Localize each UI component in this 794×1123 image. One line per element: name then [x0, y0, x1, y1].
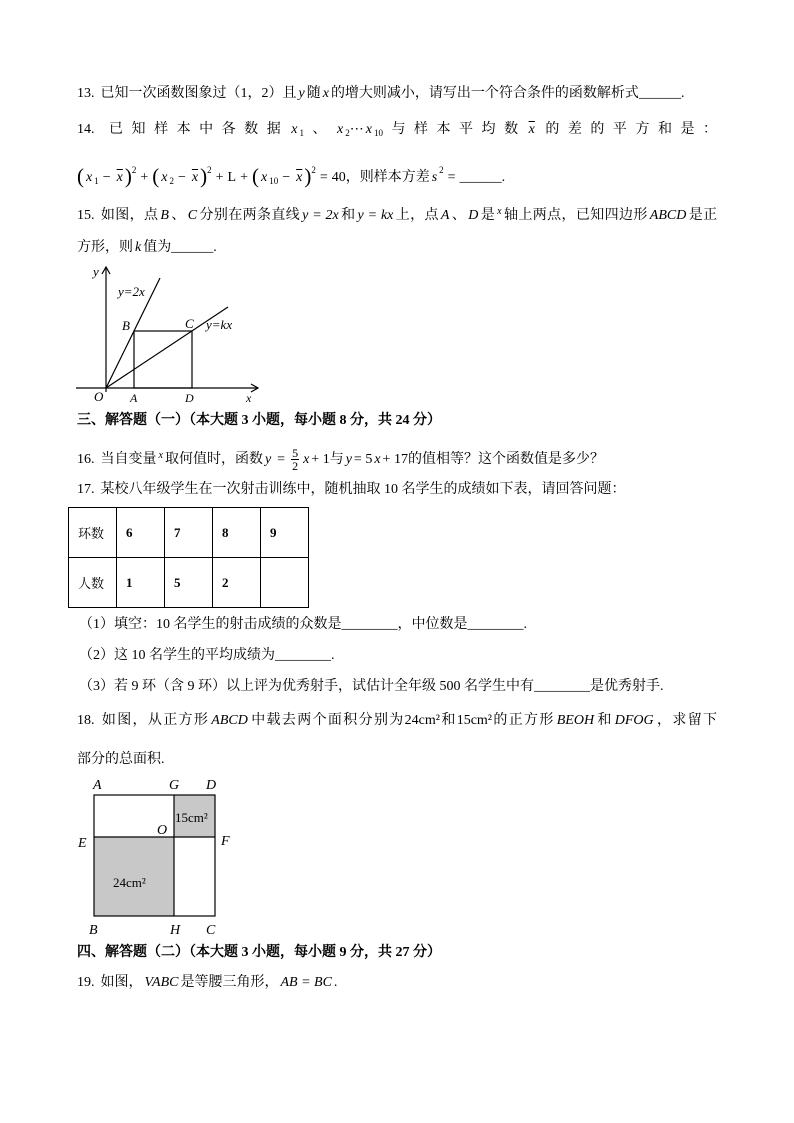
question-text: 是正	[688, 208, 718, 223]
mean-symbol: $\overline{x}$	[296, 170, 303, 185]
question-text: 分别在两条直线	[199, 208, 301, 223]
exponent: 2	[439, 165, 444, 175]
point-h-label: H	[170, 923, 181, 938]
math-variable: x	[303, 452, 310, 467]
question-text: 的值相等？这个函数值是多少？	[407, 452, 604, 467]
table-row	[69, 558, 309, 608]
equation: y = kx	[357, 208, 394, 223]
exponent: 2	[311, 165, 316, 175]
right-paren: )	[200, 164, 208, 188]
question-14-formula	[77, 157, 505, 194]
question-text: 与样本平均数	[382, 122, 527, 137]
table-cell: 5	[165, 558, 213, 608]
math-variable: x	[291, 122, 298, 137]
plus-sign: +	[240, 170, 248, 185]
equation: AB = BC	[280, 975, 332, 990]
section-heading-3: 三、解答题（一）（本大题 3 小题，每小题 8 分，共 24 分）	[77, 413, 441, 428]
point-a-label: A	[130, 391, 138, 405]
point-label: D	[468, 208, 479, 223]
exponent: 2	[207, 165, 212, 175]
equals-sign: =	[447, 170, 456, 185]
table-header-cell: 6	[117, 508, 165, 558]
separator: 、	[451, 208, 467, 223]
question-13	[77, 84, 684, 104]
period: .	[213, 240, 217, 255]
point-b-label: B	[89, 923, 98, 938]
exponent: 2	[131, 165, 137, 175]
math-variable: x	[161, 170, 168, 185]
question-text: 如图，	[100, 975, 143, 990]
table-cell: 1	[117, 558, 165, 608]
small-area-label: 15cm²	[175, 810, 208, 825]
math-variable: x	[337, 122, 344, 137]
expression-part: + 17	[382, 452, 408, 467]
table-cell: 人数	[69, 558, 117, 608]
minus-sign: −	[102, 170, 111, 185]
subscript: 10	[269, 176, 279, 186]
mean-symbol: $\overline{x}$	[191, 170, 199, 185]
question-text: 的差的平方和是：	[536, 122, 718, 137]
origin-label: O	[94, 389, 104, 404]
question-text: ，则样本方差	[345, 170, 430, 185]
equals-sign: =	[277, 452, 286, 467]
question-text: 方形，则	[77, 240, 133, 255]
question-number: 19.	[77, 975, 95, 990]
table-cell: 2	[213, 558, 261, 608]
question-14	[77, 120, 717, 143]
square-label: DFOG	[614, 713, 654, 728]
question-text: 是	[480, 208, 496, 223]
separator: 、	[170, 208, 186, 223]
math-variable: x	[497, 206, 502, 217]
point-d-label: D	[185, 391, 194, 405]
subscript: 1	[299, 128, 304, 138]
expression-part: + 1	[311, 452, 330, 467]
left-paren: (	[152, 164, 160, 188]
mean-symbol: $\overline{x}$	[116, 170, 123, 185]
section-heading-4: 四、解答题（二）（本大题 3 小题，每小题 9 分，共 27 分）	[77, 945, 441, 960]
expression-part: = 5	[353, 452, 373, 467]
question-text: 某校八年级学生在一次射击训练中，随机抽取 10 名学生的成绩如下表，请回答问题：	[100, 482, 626, 497]
subscript: 10	[373, 128, 383, 138]
question-text: 已知一次函数图象过（1，2）且	[100, 86, 297, 101]
question-15-continued	[77, 238, 217, 258]
question-text: 和	[340, 208, 356, 223]
fraction-denominator: 2	[292, 459, 299, 474]
ellipsis-glyph: L	[227, 170, 237, 185]
question-number: 18.	[77, 713, 95, 728]
subscript: 1	[94, 176, 99, 186]
math-variable: x	[86, 170, 93, 185]
score-table	[68, 507, 309, 608]
sum-value: 40	[331, 170, 346, 185]
question-number: 17.	[77, 482, 95, 497]
question-text: 的增大则减小，请写出一个符合条件的函数解析式	[330, 86, 639, 101]
fraction-five-halves	[291, 447, 299, 472]
square-label: ABCD	[211, 713, 248, 728]
point-a-label: A	[93, 778, 102, 793]
question-text: 随	[306, 86, 321, 101]
square-label: BEOH	[556, 713, 595, 728]
plus-sign: +	[215, 170, 224, 185]
math-variable: k	[135, 240, 142, 255]
answer-blank: ______	[171, 240, 214, 255]
equals-sign: =	[319, 170, 328, 185]
question-text: 如图，点	[100, 208, 159, 223]
minus-sign: −	[177, 170, 186, 185]
large-area-label: 24cm²	[113, 875, 146, 890]
math-variable: x	[260, 170, 268, 185]
question-text: 值为	[143, 240, 172, 255]
point-f-label: F	[221, 834, 230, 849]
table-header-cell: 8	[213, 508, 261, 558]
math-variable: x	[365, 122, 372, 137]
question-text: 轴上两点，已知四边形	[503, 208, 648, 223]
right-paren: )	[124, 164, 132, 188]
point-c-label: C	[206, 923, 216, 938]
separator: 、	[303, 122, 335, 137]
equation: y = 2x	[302, 208, 339, 223]
math-variable: s	[431, 170, 438, 185]
area-value: 15cm²	[456, 713, 492, 728]
point-label: A	[440, 208, 450, 223]
table-row	[69, 508, 309, 558]
left-paren: (	[77, 164, 84, 188]
question-text: 是等腰三角形，	[180, 975, 279, 990]
table-header-cell: 7	[165, 508, 213, 558]
right-paren: )	[304, 164, 312, 188]
question-19	[77, 973, 337, 993]
point-b-label: B	[122, 318, 130, 333]
question-text: 已知样本中各数据	[100, 122, 290, 137]
minus-sign: −	[282, 170, 291, 185]
mean-symbol: $\overline{x}$	[528, 122, 535, 137]
x-axis-label: x	[246, 391, 252, 405]
answer-blank: ______	[638, 86, 681, 101]
figure-1-graph	[70, 262, 265, 408]
question-18-continued: 部分的总面积.	[77, 752, 165, 767]
point-d-label: D	[206, 778, 217, 793]
question-16	[77, 443, 604, 473]
plus-sign: +	[140, 170, 149, 185]
question-number: 16.	[77, 452, 95, 467]
question-text: 的正方形	[492, 713, 555, 728]
line-y-kx-label: y=kx	[206, 317, 233, 332]
question-text: 当自变量	[100, 452, 157, 467]
math-variable: y	[298, 86, 305, 101]
table-header-cell: 9	[261, 508, 309, 558]
table-header-cell: 环数	[69, 508, 117, 558]
question-17-part-3: （3）若 9 环（含 9 环）以上评为优秀射手，试估计全年级 500 名学生中有________是优秀射手.	[79, 679, 664, 694]
point-label: B	[160, 208, 169, 223]
question-text: 和	[439, 713, 457, 728]
point-o-label: O	[157, 823, 168, 838]
math-variable: x	[158, 450, 163, 461]
table-cell	[261, 558, 309, 608]
math-variable: y	[345, 452, 352, 467]
period: .	[680, 86, 685, 101]
answer-blank: ______	[459, 170, 502, 185]
left-paren: (	[251, 164, 259, 188]
question-number: 14.	[77, 122, 95, 137]
point-c-label: C	[185, 316, 194, 331]
question-text: 和	[596, 713, 613, 728]
question-text: 如图，从正方形	[100, 713, 210, 728]
ellipsis: ⋯	[349, 122, 364, 137]
period: .	[333, 975, 338, 990]
question-17-part-1: （1）填空：10 名学生的射击成绩的众数是________，中位数是________.	[79, 617, 527, 632]
square-abcd	[134, 331, 192, 388]
period: .	[501, 170, 506, 185]
math-variable: x	[374, 452, 381, 467]
point-e-label: E	[78, 836, 87, 851]
figure-2-squares	[75, 775, 235, 941]
question-text: 中载去两个面积分别为	[249, 713, 405, 728]
subscript: 2	[345, 128, 350, 138]
line-y-2x-label: y=2x	[118, 284, 145, 299]
question-text: 上，点	[395, 208, 439, 223]
math-variable: y	[264, 452, 272, 467]
subscript: 2	[169, 176, 174, 186]
question-text: 取何值时，函数	[164, 452, 263, 467]
fraction-numerator: 5	[292, 446, 299, 461]
question-number: 13.	[77, 86, 95, 101]
question-15	[77, 202, 717, 226]
y-axis-label: y	[93, 264, 99, 279]
question-17	[77, 480, 626, 500]
math-variable: x	[322, 86, 329, 101]
triangle-label: VABC	[144, 975, 179, 990]
quadrilateral-label: ABCD	[649, 208, 687, 223]
area-value: 24cm²	[404, 713, 440, 728]
question-text: ，求留下	[655, 713, 718, 728]
question-number: 15.	[77, 208, 95, 223]
point-label: C	[187, 208, 198, 223]
question-17-part-2: （2）这 10 名学生的平均成绩为________.	[79, 648, 335, 663]
question-text: 与	[329, 452, 344, 467]
question-18	[77, 711, 717, 731]
point-g-label: G	[169, 778, 180, 793]
